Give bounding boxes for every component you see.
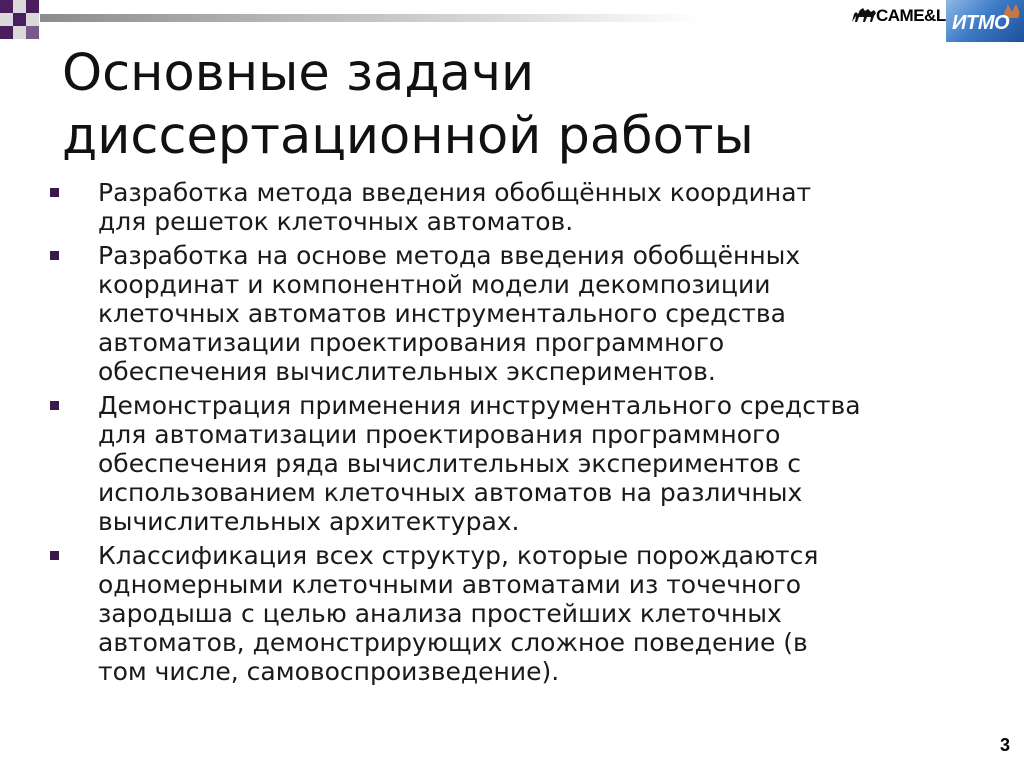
bullet-line: обеспечения ряда вычислительных экспериментов с [98, 449, 801, 478]
square-bullet-icon [50, 551, 59, 560]
itmo-logo-text: ИТМО [952, 12, 1010, 34]
list-item [48, 391, 988, 536]
deco-square [13, 0, 26, 13]
list-item [48, 241, 988, 386]
bullet-line: координат и компонентной модели декомпозиции [98, 270, 771, 299]
bullet-line: для решеток клеточных автоматов. [98, 207, 574, 236]
camel-icon [850, 2, 878, 26]
itmo-logo [946, 0, 1024, 42]
deco-square [0, 0, 13, 13]
square-bullet-icon [50, 188, 59, 197]
bullet-line: автоматов, демонстрирующих сложное поведение (в [98, 628, 808, 657]
camel-logo-text: CAME&L [876, 6, 946, 25]
bullet-line: одномерными клеточными автоматами из точечного [98, 570, 802, 599]
square-bullet-icon [50, 251, 59, 260]
deco-square [26, 0, 39, 13]
corner-decoration [0, 0, 60, 50]
bullet-line: обеспечения вычислительных экспериментов. [98, 357, 716, 386]
bullet-line: использованием клеточных автоматов на различных [98, 478, 803, 507]
bullet-line: Разработка на основе метода введения обобщённых [98, 241, 801, 270]
deco-square [26, 13, 39, 26]
bullet-line: зародыша с целью анализа простейших клеточных [98, 599, 782, 628]
deco-square [0, 13, 13, 26]
bullet-line: Классификация всех структур, которые порождаются [98, 541, 819, 570]
bullet-line: Разработка метода введения обобщённых координат [98, 178, 812, 207]
list-item [48, 178, 988, 236]
bullet-line: клеточных автоматов инструментального средства [98, 299, 786, 328]
camel-logo [850, 2, 946, 32]
bullet-line: вычислительных архитектурах. [98, 507, 520, 536]
bullet-line: Демонстрация применения инструментального средства [98, 391, 861, 420]
deco-square [0, 26, 13, 39]
list-item [48, 541, 988, 686]
bullet-list [48, 178, 988, 691]
page-number: 3 [999, 735, 1010, 755]
square-bullet-icon [50, 401, 59, 410]
bullet-line: для автоматизации проектирования программного [98, 420, 781, 449]
header-gradient-bar [40, 14, 700, 22]
deco-square [13, 26, 26, 39]
deco-square [26, 26, 39, 39]
bullet-line: автоматизации проектирования программного [98, 328, 725, 357]
slide-title [62, 42, 942, 168]
title-line: Основные задачи [62, 44, 535, 103]
title-line: диссертационной работы [62, 107, 754, 166]
bullet-line: том числе, самовоспроизведение). [98, 657, 560, 686]
deco-square [13, 13, 26, 26]
